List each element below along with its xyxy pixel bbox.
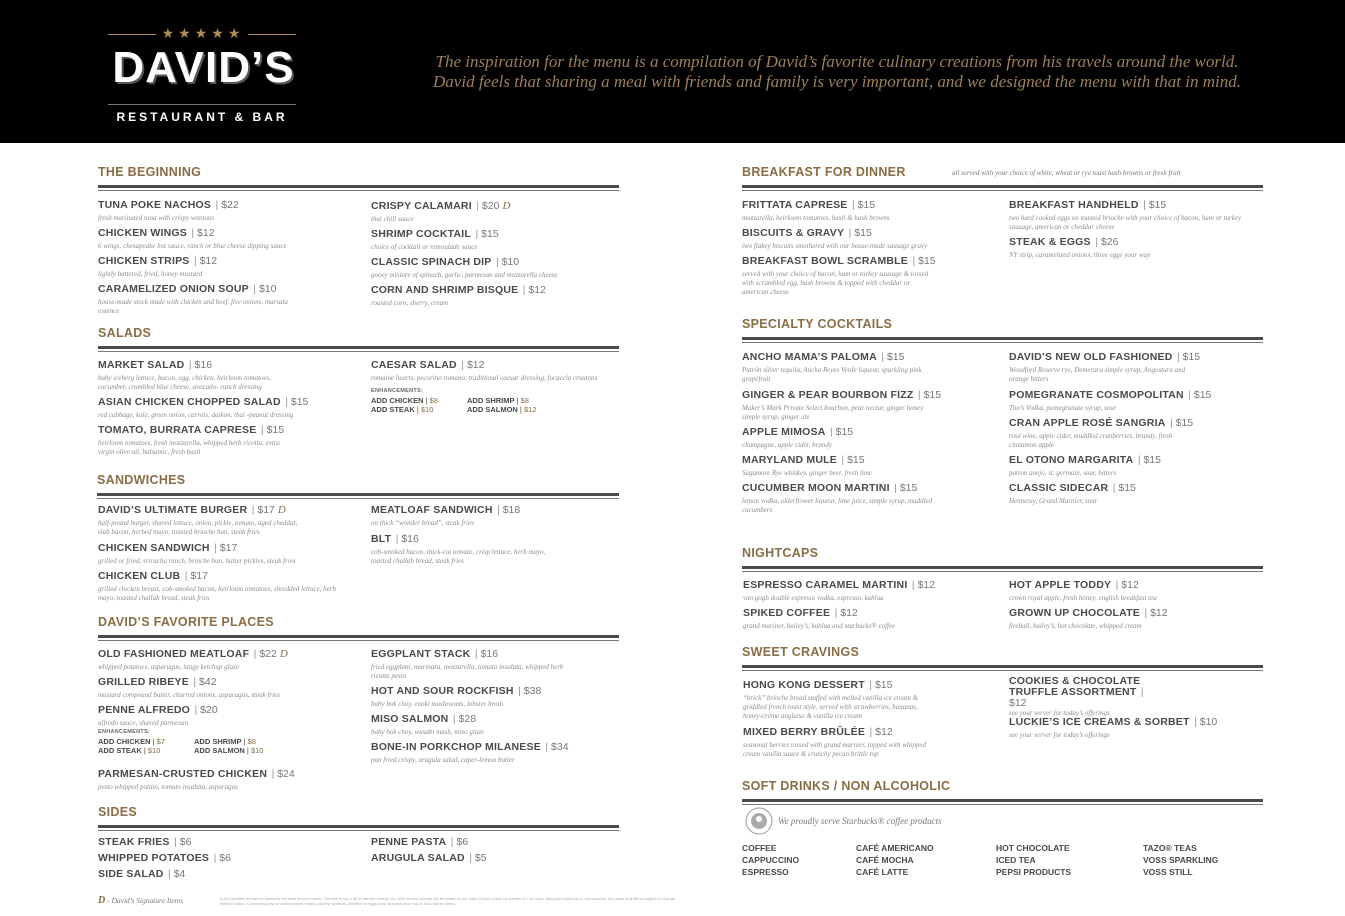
menu-item-price: | $12 [191,227,214,239]
menu-item-description: van gogh double espresso vodka, espresso, kahlua [743,594,884,602]
menu-item-description: baby bok choy, wasabi mash, miso glaze [371,728,485,736]
menu-item-description: romaine hearts, pecorino romano, traditional caesar dressing, focaccia croutons [371,374,598,382]
menu-item-name: CORN AND SHRIMP BISQUE [371,284,519,296]
menu-item [742,478,942,515]
menu-item-description: grilled chicken breast, cob-smoked bacon, heirloom tomatoes, shredded lettuce, herb mayo, toasted challah bread, steak fries [98,585,337,602]
menu-item-price: | $15 [261,424,284,436]
menu-item [98,223,348,251]
menu-item-name: FRITTATA CAPRESE [742,199,848,211]
menu-item-name: BREAKFAST BOWL SCRAMBLE [742,255,908,267]
menu-item-description: red cabbage, kale, green onion, carrots, daikon, thai -peanut dressing [98,411,294,419]
section-nightcaps: NIGHTCAPS [742,545,1263,572]
menu-item-name: GINGER & PEAR BOURBON FIZZ [742,389,914,401]
menu-item-price: | $16 [189,359,212,371]
menu-item-name: BONE-IN PORKCHOP MILANESE [371,741,541,753]
menu-item-name: ASIAN CHICKEN CHOPPED SALAD [98,396,281,408]
menu-item-price: | $34 [545,741,568,753]
menu-item [743,603,993,631]
menu-item-price: | $24 [272,768,295,780]
menu-item-name: BREAKFAST HANDHELD [1009,199,1139,211]
menu-item-description: lemon vodka, elderflower liqueur, lime juice, simple syrup, muddled cucumbers [742,497,933,514]
fine-print: A 3% facilities fee will be added to the total of each check. This fee is not a tip or service charge. An 18% service charge will be added to the total of each check for parties of 7 or more. Maryland sales tax is not included. All prices and items subject to change without notice. Consuming raw or undercooked meats, poultry, seafood, shellfish or eggs may increase your risk of food-borne illness. [220,896,676,906]
menu-item-description: heirloom tomatoes, fresh mozzarella, whipped herb ricotta, extra virgin olive oil, balsamic, fresh basil [98,439,280,456]
menu-item-description: rosé wine, apple cider, muddled cranberries, brandy, fresh cinnamon apple [1009,432,1173,449]
menu-item-price: | $12 [194,255,217,267]
menu-item [742,251,937,297]
menu-item [743,675,938,721]
menu-item-name: CRAN APPLE ROSÉ SANGRIA [1009,417,1166,429]
menu-item-description: patron anejo, st. germain, sour, bitters [1009,469,1117,477]
menu-item-description: Sagamore Rye whiskey, ginger beer, fresh lime [742,469,872,477]
drinks-col-3: HOT CHOCOLATE ICED TEA PEPSI PRODUCTS [996,843,1072,877]
menu-item-name: PARMESAN-CRUSTED CHICKEN [98,768,268,780]
menu-item-price: | $15 [1170,417,1193,429]
section-specialty-cocktails: SPECIALTY COCKTAILS [742,316,1263,343]
menu-item-name: STEAK FRIES [98,836,170,848]
header-banner [0,0,1345,143]
menu-item-description: NY strip, caramelized onions, three eggs your way [1009,251,1151,259]
menu-item [98,644,348,672]
menu-item-name: DAVID’S NEW OLD FASHIONED [1009,351,1173,363]
menu-item-description: pesto whipped potato, tomato insalata, asparagus [98,783,238,791]
menu-item [371,709,621,737]
menu-item-description: “brick” brioche bread stuffed with melted vanilla ice cream & griddled french toast style. served with strawberries, bananas, honey-crème anglaise & vanilla ice cream [743,694,919,720]
menu-item [98,700,348,728]
section-favorite-places: DAVID’S FAVORITE PLACES [98,614,619,641]
menu-item [371,529,546,566]
menu-item-description: crown royal apple, fresh honey, english breakfast tea [1009,594,1157,602]
menu-item [742,385,942,422]
menu-item-name: MISO SALMON [371,713,449,725]
menu-item [98,355,288,392]
menu-item-price: | $4 [168,868,185,880]
menu-item-name: PENNE ALFREDO [98,704,191,716]
signature-mark: D [279,648,288,660]
menu-item-description: see your server for today’s offerings [1009,731,1110,739]
menu-item-description: 6 wings, chesapeake hot sauce, ranch or blue cheese dipping sauce [98,242,287,250]
menu-item-name: SPIKED COFFEE [743,607,831,619]
menu-item-price: | $16 [396,533,419,545]
menu-item [371,196,611,224]
menu-item-price: | $5 [469,852,486,864]
menu-item-description: choice of cocktail or remoulade sauce [371,243,478,251]
menu-item-description: champagne, apple cider, brandy [742,441,833,449]
menu-item [371,737,621,765]
signature-mark: D [502,200,511,212]
menu-item-price: | $20 [195,704,218,716]
menu-item-name: TUNA POKE NACHOS [98,199,212,211]
menu-item-description: mozzarella, heirloom tomatoes, basil & hash browns [742,214,890,222]
menu-item-price: | $12 [461,359,484,371]
menu-item-description: fresh marinated tuna with crispy wontons [98,214,215,222]
section-salads: SALADS [98,325,619,352]
menu-item [371,224,611,252]
starbucks-note: We proudly serve Starbucks® coffee products [778,816,942,826]
menu-item-name: GROWN UP CHOCOLATE [1009,607,1140,619]
menu-item [371,644,571,681]
menu-item-description: on thick “wonder bread”, steak fries [371,519,474,527]
menu-item-description: pan fried crispy, arugula salad, caper-lemon butter [371,756,515,764]
menu-item-name: STEAK & EGGS [1009,236,1091,248]
menu-item [1009,195,1259,232]
menu-item [1009,712,1259,740]
menu-item-description: grilled or fried, sriracha ranch, brioche bun, butter pickles, steak fries [98,557,296,565]
menu-item-name: APPLE MIMOSA [742,426,826,438]
menu-item-description: baby bok choy, enoki mushrooms, lobster broth [371,700,504,708]
menu-item-description: thai chili sauce [371,215,414,223]
menu-item-name: EL OTONO MARGARITA [1009,454,1134,466]
signature-mark: D [277,504,286,516]
menu-item-price: | $15 [830,426,853,438]
menu-item-name: HONG KONG DESSERT [743,679,865,691]
menu-item [742,450,992,478]
menu-item [98,538,348,566]
menu-item [1009,232,1259,260]
menu-item [98,420,288,457]
menu-item-price: | $12 [912,579,935,591]
menu-item-name: SIDE SALAD [98,868,164,880]
menu-item-description: lightly battered, fried, honey mustard [98,270,203,278]
menu-item [743,722,943,759]
star-icon: ★★★★★ [161,26,245,42]
menu-item-price: | $15 [912,255,935,267]
menu-item-price: | $10 [253,283,276,295]
menu-item-name: DAVID’S ULTIMATE BURGER [98,504,248,516]
menu-item-price: | $15 [849,227,872,239]
menu-item-description: half-pound burger, shaved lettuce, onion, pickle, tomato, aged cheddar, slab bacon, herbed mayo, toasted brioche bun, steak fries [98,519,298,536]
menu-item-price: | $6 [174,836,191,848]
menu-item-price: | $10 [496,256,519,268]
menu-item-price: | $12 [835,607,858,619]
menu-item-description: Hennessy, Grand Marnier, sour [1009,497,1098,505]
menu-item [98,500,298,537]
menu-item-price: | $12 [1116,579,1139,591]
pasta-enhancements: ENHANCEMENTS: ADD CHICKEN | $7 ADD STEAK | $10 [98,729,165,755]
menu-item-price: | $28 [453,713,476,725]
menu-item [371,280,611,308]
menu-item-description: fireball, bailey’s, hot chocolate, whipped cream [1009,622,1142,630]
menu-item-name: BLT [371,533,392,545]
menu-item-price: | $12 [1009,686,1144,709]
drinks-col-2: CAFÉ AMERICANO CAFÉ MOCHA CAFÉ LATTE [856,843,934,877]
menu-item-name: MARKET SALAD [98,359,185,371]
menu-item-description: Tito’s Vodka, pomegranate syrup, sour [1009,404,1117,412]
menu-item-price: | $20 [476,200,499,212]
menu-item-description: baby iceberg lettuce, bacon, egg, chicken, heirloom tomatoes, cucumber, crumbled blue cheese, avocado- ranch dressing [98,374,272,391]
menu-item-name: OLD FASHIONED MEATLOAF [98,648,250,660]
menu-item-name: ARUGULA SALAD [371,852,465,864]
menu-item-name: CHICKEN SANDWICH [98,542,210,554]
menu-item-price: | $38 [518,685,541,697]
menu-item [371,252,611,280]
menu-item-name: HOT AND SOUR ROCKFISH [371,685,514,697]
menu-item-price: | $10 [1194,716,1217,728]
menu-item [1009,385,1259,413]
signature-legend: D - David’s Signature Items [98,895,184,906]
menu-item-price: | $15 [475,228,498,240]
section-sandwiches: SANDWICHES [97,472,619,499]
menu-item-description: alfredo sauce, shaved parmesan [98,719,188,727]
brand-tagline: RESTAURANT & BAR [116,110,288,124]
menu-item-price: | $15 [869,679,892,691]
menu-item-price: | $6 [214,852,231,864]
menu-item-price: | $15 [894,482,917,494]
menu-item-description: roasted corn, sherry, cream [371,299,449,307]
menu-item-name: MEATLOAF SANDWICH [371,504,493,516]
menu-item-name: PENNE PASTA [371,836,447,848]
menu-item-price: | $22 [216,199,239,211]
section-soft-drinks: SOFT DRINKS / NON ALCOHOLIC [742,778,1263,805]
menu-item-name: CHICKEN STRIPS [98,255,190,267]
menu-item-price: | $15 [1113,482,1136,494]
menu-item-price: | $15 [285,396,308,408]
rating-stars [108,26,296,44]
menu-item-description: Maker’s Mark Private Select bourbon, pear nectar, ginger honey simple syrup, ginger ale [742,404,924,421]
menu-item-description: see your server for today’s offerings [1009,709,1110,717]
menu-item-description: fried eggplant, marinara, mozzarella, tomato insalata, whipped herb ricotta pesto [371,663,564,680]
menu-item [98,864,298,882]
pasta-enhancements-2: ADD SHRIMP | $8 ADD SALMON | $10 [194,737,264,755]
menu-item-price: | $18 [497,504,520,516]
menu-item-description: cob-smoked bacon, thick-cut tomato, crisp lettuce, herb mayo, toasted challah bread, steak fries [371,548,546,565]
menu-item [1009,347,1201,384]
menu-item-name: CHICKEN WINGS [98,227,187,239]
menu-item-name: CLASSIC SIDECAR [1009,482,1109,494]
menu-item-price: | $17 [252,504,275,516]
menu-item [371,355,621,383]
menu-item [98,392,318,420]
menu-item [742,422,992,450]
menu-item-price: | $15 [852,199,875,211]
menu-item [98,566,353,603]
menu-item-name: CRISPY CALAMARI [371,200,472,212]
menu-item-price: | $6 [451,836,468,848]
menu-item-name: EGGPLANT STACK [371,648,471,660]
menu-item-description: gooey mixture of spinach, garlic, parmesan and mozzarella cheese [371,271,558,279]
menu-item-name: COOKIES & CHOCOLATE TRUFFLE ASSORTMENT [1009,675,1141,698]
salad-enhancements-2: ADD SHRIMP | $8 ADD SALMON | $12 [467,396,537,414]
menu-item-price: | $15 [1177,351,1200,363]
menu-item-name: TOMATO, BURRATA CAPRESE [98,424,257,436]
menu-item-price: | $15 [1138,454,1161,466]
menu-item-description: two hard cooked eggs on toasted brioche with your choice of bacon, ham or turkey sausage, american or cheddar cheese [1009,214,1242,231]
menu-item [1009,413,1194,450]
menu-item-description: grand mariner, bailey’s, kahlua and starbucks® coffee [743,622,896,630]
menu-item-name: MARYLAND MULE [742,454,837,466]
menu-item-price: | $17 [214,542,237,554]
logo-divider [108,104,296,105]
menu-item-name: ANCHO MAMA’S PALOMA [742,351,877,363]
menu-item-price: | $12 [870,726,893,738]
menu-item-name: GRILLED RIBEYE [98,676,189,688]
menu-item-description: two flakey biscuits smothered with our house-made sausage gravy [742,242,928,250]
menu-item-name: CUCUMBER MOON MARTINI [742,482,890,494]
menu-item-price: | $17 [185,570,208,582]
menu-item-name: SHRIMP COCKTAIL [371,228,472,240]
menu-item-name: LUCKIE’S ICE CREAMS & SORBET [1009,716,1190,728]
menu-item-name: BISCUITS & GRAVY [742,227,845,239]
drinks-col-4: TAZO® TEAS VOSS SPARKLING VOSS STILL [1143,843,1219,877]
menu-item-price: | $15 [841,454,864,466]
menu-item [742,223,992,251]
menu-item-description: Woodford Reserve rye, Demerara simple syrup, Angostura and orange bitters [1009,366,1186,383]
menu-item-description: Patrón silver tequila, Ancho Reyes Verde liqueur, sparkling pink grapefruit [742,366,922,383]
menu-item-description: house-made stock made with chicken and beef, five onions, marsala essence [98,298,288,315]
menu-item-description: seasonal berries tossed with grand marnier, topped with whipped cream vanilla sauce & crunchy pecan brittle top [743,741,926,758]
menu-item-price: | $16 [475,648,498,660]
starbucks-logo-icon [745,807,773,835]
section-the-beginning: THE BEGINNING [98,164,619,191]
menu-item-price: | $15 [881,351,904,363]
menu-item-name: CLASSIC SPINACH DIP [371,256,492,268]
menu-item [1009,575,1259,603]
brand-logo: DAVID’S [112,43,295,92]
section-sides: SIDES [98,804,619,831]
menu-item-price: | $15 [918,389,941,401]
menu-item [98,195,348,223]
menu-item [98,279,288,316]
menu-item-price: | $12 [1144,607,1167,619]
menu-item-price: | $12 [523,284,546,296]
menu-item-name: CARAMELIZED ONION SOUP [98,283,249,295]
menu-item-name: POMEGRANATE COSMOPOLITAN [1009,389,1184,401]
menu-item [743,575,993,603]
menu-item-name: CHICKEN CLUB [98,570,181,582]
menu-item-price: | $42 [193,676,216,688]
menu-item [371,500,571,528]
menu-item [742,195,992,223]
menu-item-description: whipped potatoes, asparagus, tangy ketchup glaze [98,663,239,671]
section-sweet-cravings: SWEET CRAVINGS [742,644,1263,671]
menu-item-name: HOT APPLE TODDY [1009,579,1112,591]
menu-item [98,251,348,279]
menu-item [371,681,621,709]
breakfast-note: all served with your choice of white, wheat or rye toast hash browns or fresh fruit [952,169,1181,177]
menu-item [98,764,348,792]
menu-item-price: | $22 [254,648,277,660]
menu-item-price: | $15 [1143,199,1166,211]
menu-item [1009,478,1259,506]
menu-item-description: served with your choice of bacon, ham or turkey sausage & tossed with scrambled egg, hash browns & topped with cheddar or american cheese [742,270,929,296]
intro-text: The inspiration for the menu is a compilation of David’s favorite culinary creations from his travels around the world. David feels that sharing a meal with friends and family is very important, and we designed the menu with that in mind. [433,52,1241,91]
menu-item-price: | $15 [1188,389,1211,401]
menu-item-name: WHIPPED POTATOES [98,852,210,864]
menu-item-description: mustard compound butter, charred onions, asparagus, steak fries [98,691,280,699]
menu-item-name: CAESAR SALAD [371,359,457,371]
section-breakfast-for-dinner: BREAKFAST FOR DINNER [742,164,1263,191]
salad-enhancements: ENHANCEMENTS: ADD CHICKEN | $8 ADD STEAK | $10 [371,388,438,414]
menu-item-name: ESPRESSO CARAMEL MARTINI [743,579,908,591]
menu-item [1009,603,1259,631]
menu-item [371,848,571,866]
menu-item-name: MIXED BERRY BRÛLÉE [743,726,866,738]
menu-item-price: | $26 [1095,236,1118,248]
menu-item [742,347,937,384]
menu-item [98,672,348,700]
menu-item [1009,450,1259,478]
drinks-col-1: COFFEE CAPPUCCINO ESPRESSO [742,843,800,877]
